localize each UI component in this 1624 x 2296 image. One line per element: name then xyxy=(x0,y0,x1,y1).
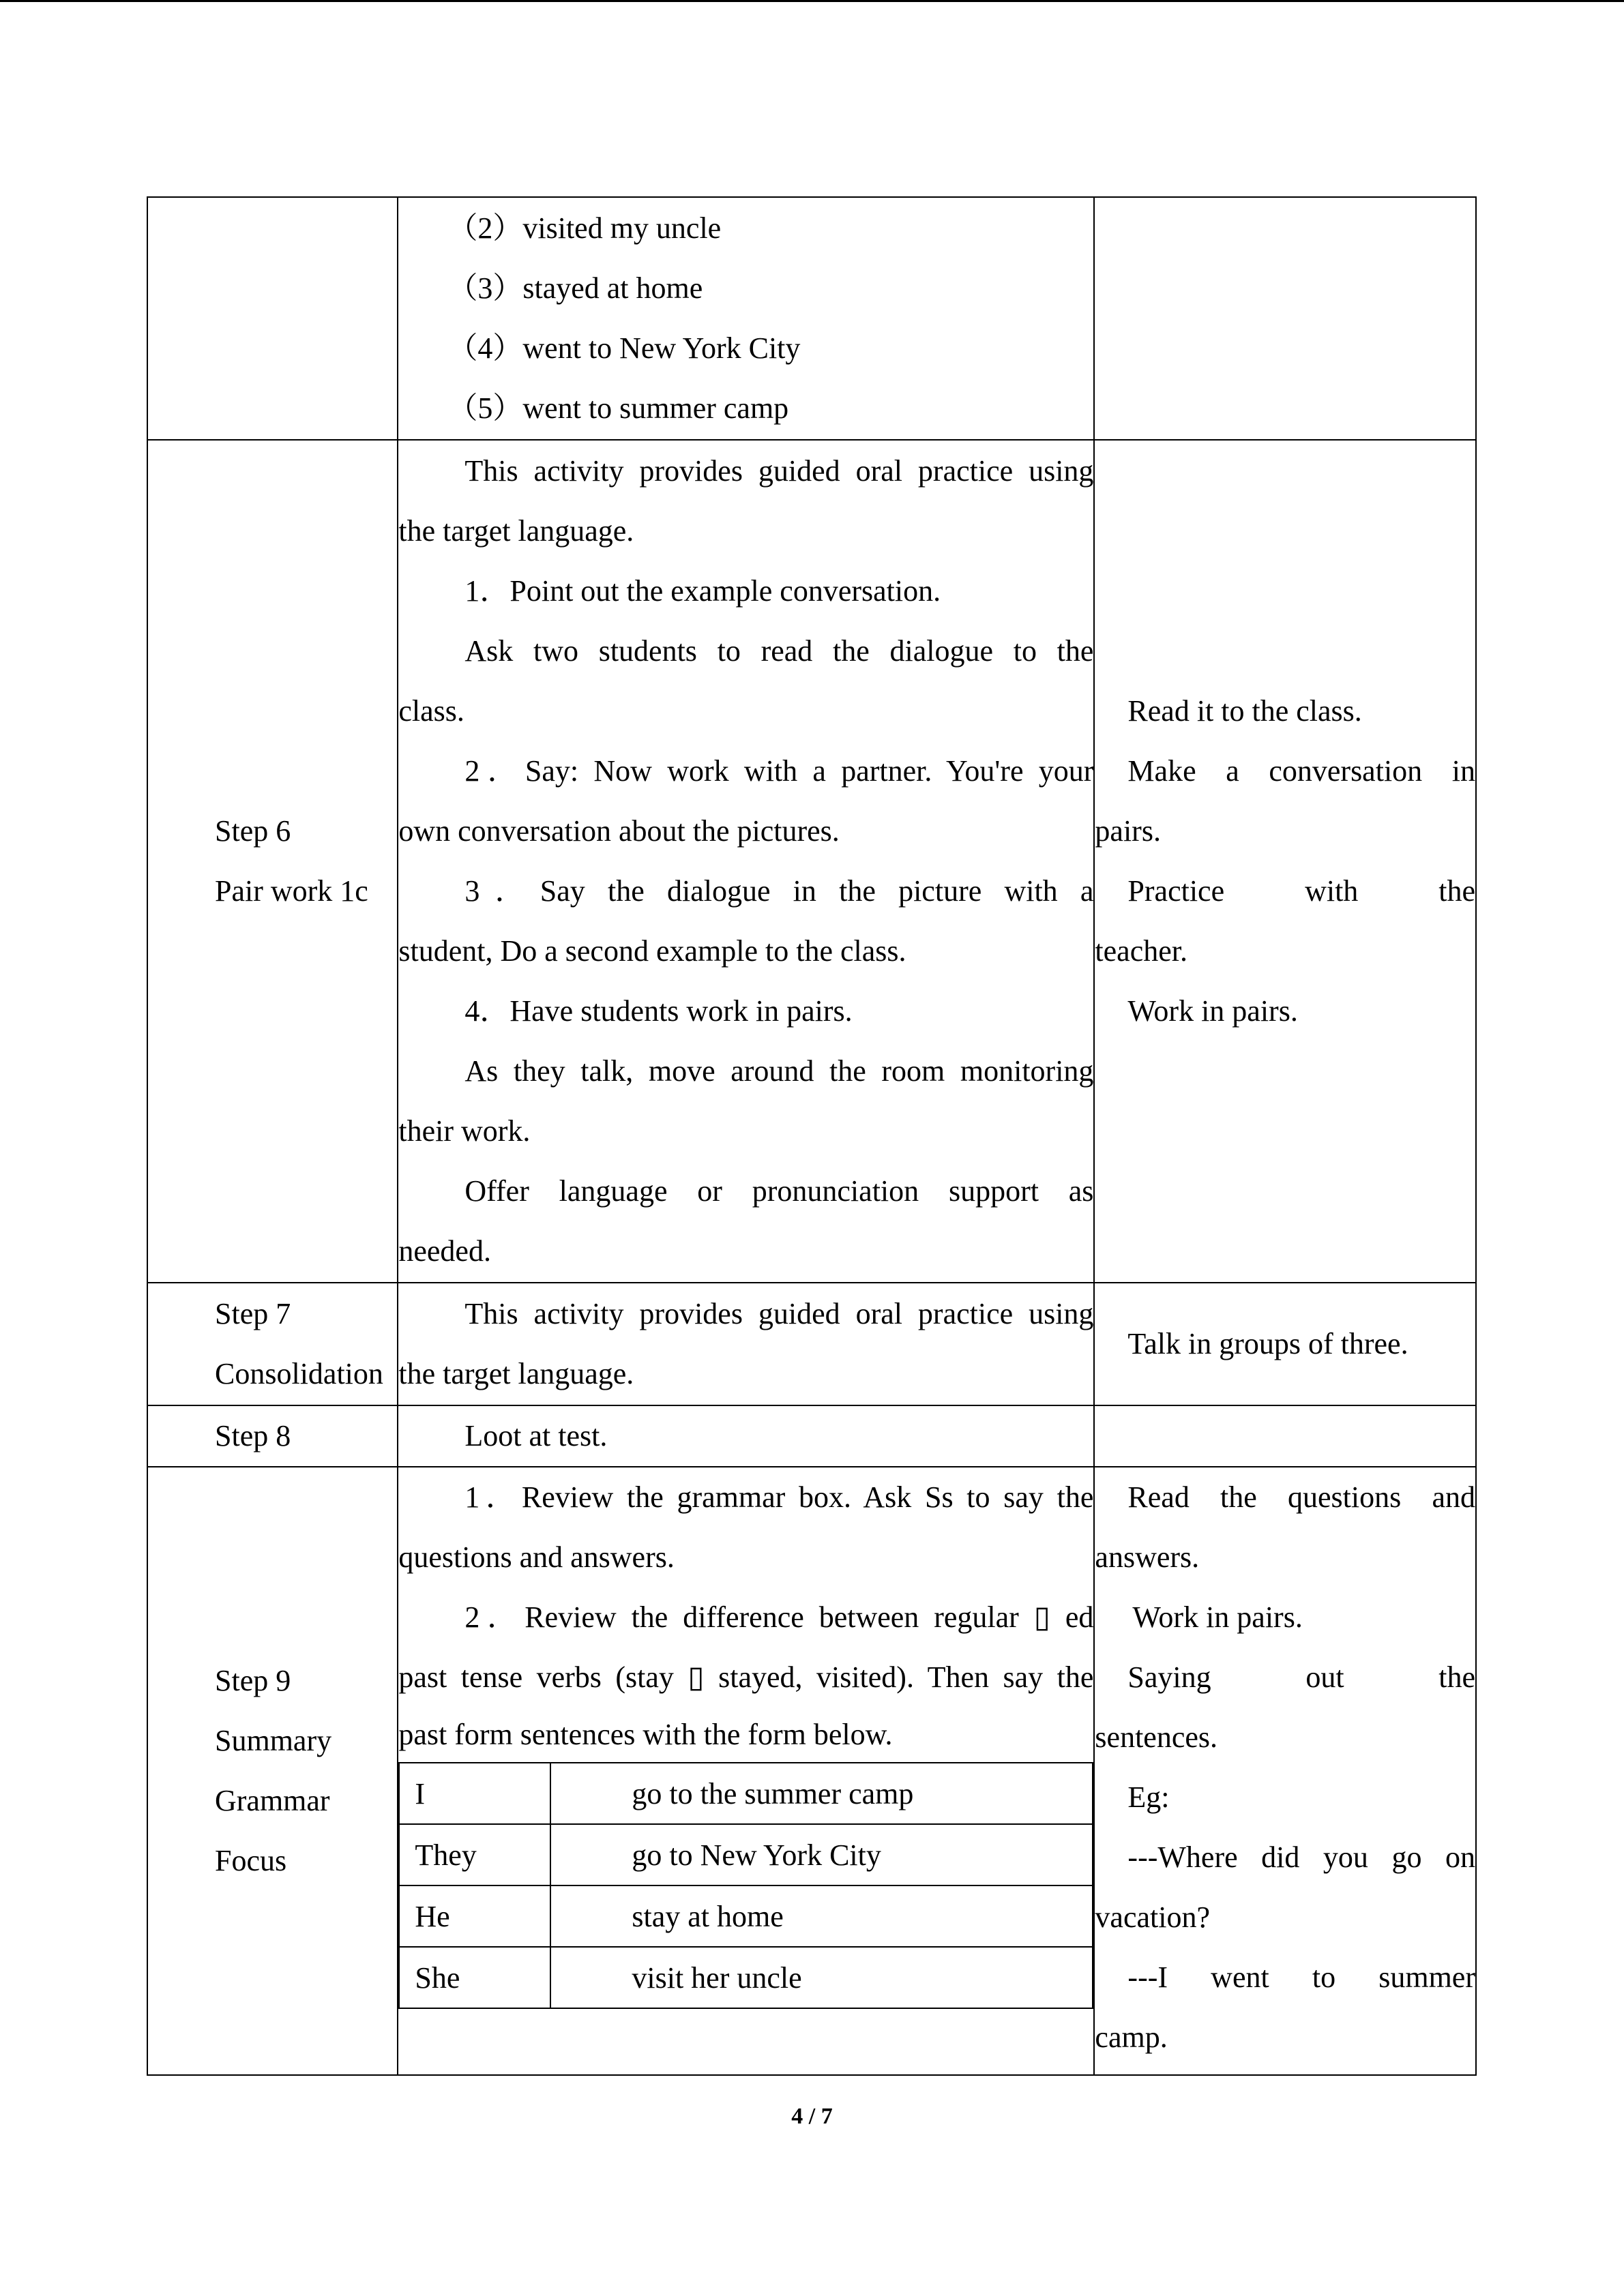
paragraph-line: 4．Have students work in pairs. xyxy=(464,994,853,1028)
table-row xyxy=(399,1763,1093,1824)
grammar-phrase: stay at home xyxy=(550,1885,1093,1947)
table-row xyxy=(147,1405,1476,1467)
paragraph-line: 3．Say the dialogue in the picture with a xyxy=(464,874,1094,908)
student-line: answers. xyxy=(1095,1540,1200,1574)
student-cell xyxy=(1094,197,1476,440)
student-cell xyxy=(1094,1405,1476,1467)
grammar-phrase: go to New York City xyxy=(550,1824,1093,1885)
paragraph-line: 2．Say: Now work with a partner. You're your xyxy=(464,754,1094,788)
step-name: Focus xyxy=(215,1844,287,1877)
student-line: sentences. xyxy=(1095,1720,1218,1754)
grammar-subject: He xyxy=(399,1885,550,1947)
student-line: Saying out the xyxy=(1127,1660,1475,1694)
step-name: Grammar xyxy=(215,1784,330,1817)
paragraph-line: own conversation about the pictures. xyxy=(398,814,840,848)
student-line: Eg: xyxy=(1127,1780,1170,1814)
table-row xyxy=(147,197,1476,440)
activity-cell xyxy=(398,197,1094,440)
paragraph-line: the target language. xyxy=(398,1357,634,1390)
grammar-phrase: visit her uncle xyxy=(550,1947,1093,2008)
list-item: （4）went to New York City xyxy=(447,331,801,365)
activity-cell xyxy=(398,1467,1094,2075)
paragraph-line: student, Do a second example to the class. xyxy=(398,934,906,968)
table-row xyxy=(147,1467,1476,2075)
step-name: Summary xyxy=(215,1724,332,1757)
student-line: teacher. xyxy=(1095,934,1187,968)
paragraph-line: This activity provides guided oral practice using xyxy=(464,1297,1094,1330)
student-line: ---I went to summer xyxy=(1127,1960,1475,1994)
paragraph-line: 1．Point out the example conversation. xyxy=(464,574,941,608)
step-label: Step 6 xyxy=(215,814,291,848)
student-line: pairs. xyxy=(1095,814,1161,848)
paragraph-line: needed. xyxy=(398,1234,491,1268)
paragraph-line: past form sentences with the form below. xyxy=(398,1718,893,1751)
list-item: （5）went to summer camp xyxy=(447,391,789,425)
student-line: Read it to the class. xyxy=(1127,694,1362,728)
paragraph-line: 1．Review the grammar box. Ask Ss to say the xyxy=(464,1480,1094,1514)
student-cell xyxy=(1094,440,1476,1283)
grammar-table xyxy=(398,1762,1093,2009)
student-line: Practice with the xyxy=(1127,874,1475,908)
paragraph-line: questions and answers. xyxy=(398,1540,675,1574)
list-item: （3）stayed at home xyxy=(447,271,703,305)
student-line: camp. xyxy=(1095,2021,1168,2054)
grammar-subject: I xyxy=(399,1763,550,1824)
student-line: Work in pairs. xyxy=(1127,994,1298,1028)
student-line: ---Where did you go on xyxy=(1127,1840,1475,1874)
table-row xyxy=(147,440,1476,1283)
paragraph-line: As they talk, move around the room monitoring xyxy=(464,1054,1094,1088)
student-line: Work in pairs. xyxy=(1132,1600,1303,1634)
paragraph-line: This activity provides guided oral practice using xyxy=(464,454,1094,488)
paragraph-line: their work. xyxy=(398,1114,531,1148)
paragraph-line: the target language. xyxy=(398,514,634,548)
paragraph-line: class. xyxy=(398,694,464,728)
paragraph-line: Loot at test. xyxy=(464,1419,608,1452)
step-cell xyxy=(147,440,398,1283)
lesson-plan-table xyxy=(147,196,1477,2076)
grammar-subject: She xyxy=(399,1947,550,2008)
top-border-line xyxy=(0,0,1624,2)
step-label: Step 9 xyxy=(215,1664,291,1697)
paragraph-line: 2．Review the difference between regular ▯ ed xyxy=(464,1600,1094,1634)
table-row xyxy=(399,1824,1093,1885)
step-label: Step 8 xyxy=(215,1419,291,1452)
table-row xyxy=(399,1947,1093,2008)
student-cell xyxy=(1094,1283,1476,1405)
student-cell xyxy=(1094,1467,1476,2075)
step-cell xyxy=(147,1405,398,1467)
step-name: Pair work 1c xyxy=(215,874,368,908)
step-name: Consolidation xyxy=(215,1357,383,1390)
step-cell xyxy=(147,1283,398,1405)
step-cell xyxy=(147,197,398,440)
table-row xyxy=(147,1283,1476,1405)
paragraph-line: Ask two students to read the dialogue to the xyxy=(464,634,1094,668)
table-row xyxy=(399,1885,1093,1947)
student-line: Make a conversation in xyxy=(1127,754,1475,788)
grammar-subject: They xyxy=(399,1824,550,1885)
activity-cell xyxy=(398,1283,1094,1405)
activity-cell xyxy=(398,440,1094,1283)
step-cell xyxy=(147,1467,398,2075)
paragraph-line: Offer language or pronunciation support as xyxy=(464,1174,1094,1208)
step-label: Step 7 xyxy=(215,1297,291,1330)
paragraph-line: past tense verbs (stay ▯ stayed, visited). Then say the xyxy=(398,1660,1094,1694)
list-item: （2）visited my uncle xyxy=(447,211,722,245)
page-number: 4 / 7 xyxy=(791,2104,833,2129)
student-line: Read the questions and xyxy=(1127,1480,1475,1514)
grammar-phrase: go to the summer camp xyxy=(550,1763,1093,1824)
student-line: vacation? xyxy=(1095,1900,1210,1934)
activity-cell xyxy=(398,1405,1094,1467)
student-line: Talk in groups of three. xyxy=(1127,1327,1408,1360)
